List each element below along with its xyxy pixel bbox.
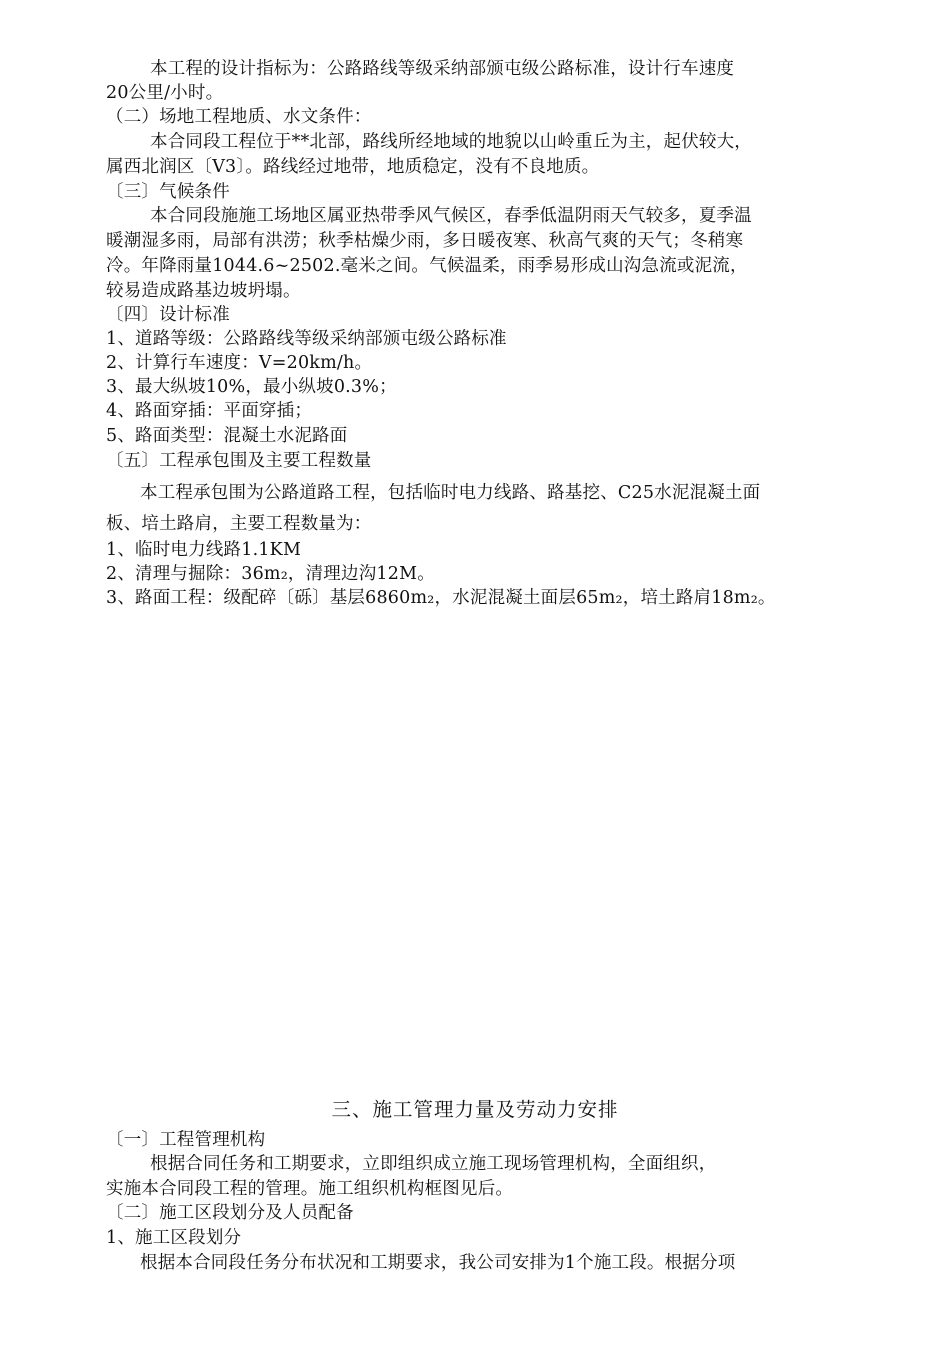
climate-heading: 〔三〕气候条件 (106, 182, 230, 202)
standard-item: 4、路面穿插：平面穿插； (106, 401, 313, 421)
quantity-item: 2、清理与掘除：36m₂，清理边沟12M。 (106, 564, 435, 584)
standard-item: 5、路面类型：混凝土水泥路面 (106, 426, 348, 446)
climate-line-4: 较易造成路基边坡坍塌。 (106, 281, 301, 301)
climate-line-3: 冷。年降雨量1044.6~2502.毫米之间。气候温柔，雨季易形成山沟急流或泥流， (106, 256, 748, 276)
division-subheading: 1、施工区段划分 (106, 1228, 242, 1248)
standard-item: 1、道路等级：公路路线等级采纳部颁屯级公路标准 (106, 329, 507, 349)
climate-line-2: 暖潮湿多雨，局部有洪涝；秋季枯燥少雨，多日暖夜寒、秋高气爽的天气；冬稍寒 (106, 231, 744, 251)
standard-item: 3、最大纵坡10%，最小纵坡0.3%； (106, 377, 397, 397)
geology-heading: （二）场地工程地质、水文条件： (106, 107, 372, 127)
design-index-line-2: 20公里/小时。 (106, 83, 224, 103)
org-line-2: 实施本合同段工程的管理。施工组织机构框图见后。 (106, 1179, 514, 1199)
quantity-item: 3、路面工程：级配碎〔砾〕基层6860m₂，水泥混凝土面层65m₂，培土路肩18m₂。 (106, 588, 776, 608)
division-heading: 〔二〕施工区段划分及人员配备 (106, 1203, 354, 1223)
org-heading: 〔一〕工程管理机构 (106, 1130, 266, 1150)
design-index-line-1: 本工程的设计指标为：公路路线等级采纳部颁屯级公路标准，设计行车速度 (150, 59, 735, 79)
org-line-1: 根据合同任务和工期要求，立即组织成立施工现场管理机构，全面组织， (150, 1154, 717, 1174)
scope-line-2: 板、培土路肩，主要工程数量为： (106, 514, 372, 534)
climate-line-1: 本合同段施施工场地区属亚热带季风气候区，春季低温阴雨天气较多，夏季温 (150, 206, 752, 226)
geology-line-1: 本合同段工程位于**北部，路线所经地域的地貌以山岭重丘为主，起伏较大， (150, 132, 752, 152)
section-three-title: 三、施工管理力量及劳动力安排 (331, 1098, 619, 1121)
standard-item: 2、计算行车速度：V=20km/h。 (106, 353, 373, 373)
geology-line-2: 属西北润区〔V3〕。路线经过地带，地质稳定，没有不良地质。 (106, 157, 600, 177)
scope-heading: 〔五〕工程承包围及主要工程数量 (106, 451, 372, 471)
standard-heading: 〔四〕设计标准 (106, 305, 230, 325)
scope-line-1: 本工程承包围为公路道路工程，包括临时电力线路、路基挖、C25水泥混凝土面 (140, 483, 761, 503)
quantity-item: 1、临时电力线路1.1KM (106, 540, 302, 560)
division-line-1: 根据本合同段任务分布状况和工期要求，我公司安排为1个施工段。根据分项 (140, 1253, 736, 1273)
